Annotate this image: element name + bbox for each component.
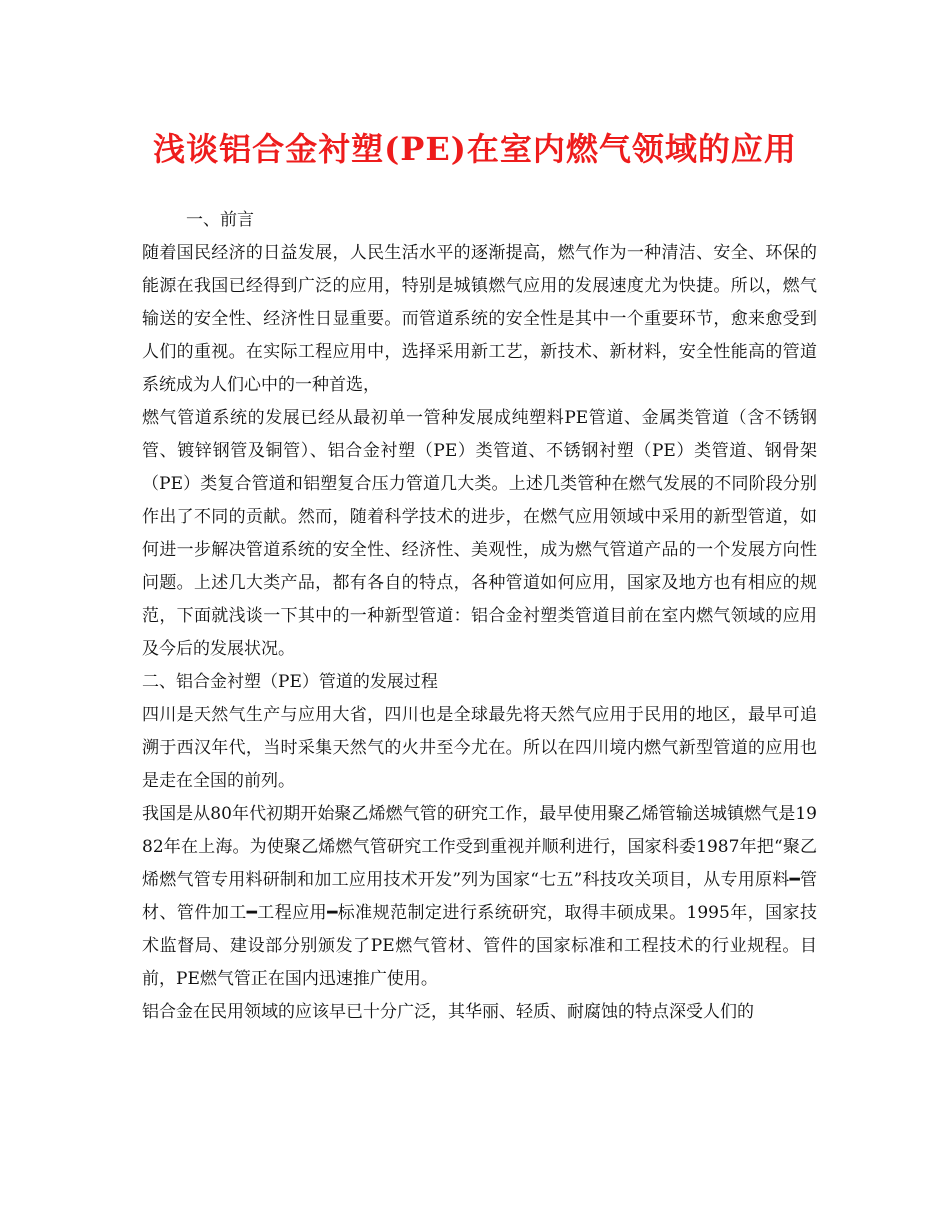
section-heading-development: 二、铝合金衬塑（PE）管道的发展过程	[142, 672, 438, 692]
paragraph: 我国是从80年代初期开始聚乙烯燃气管的研究工作，最早使用聚乙烯管输送城镇燃气是1982年在上海。为使聚乙烯燃气管研究工作受到重视并顺利进行，国家科委1987年把“聚乙烯燃气管专用料研制和加工应用技术开发”列为国家“七五”科技攻关项目，从专用原料━管材、管件加工━工程应用━标准规范制定进行系统研究，取得丰硕成果。1995年，国家技术监督局、建设部分别颁发了PE燃气管材、管件的国家标准和工程技术的行业规程。目前，PE燃气管正在国内迅速推广使用。	[142, 804, 817, 989]
paragraph: 四川是天然气生产与应用大省，四川也是全球最先将天然气应用于民用的地区，最早可追溯于西汉年代，当时采集天然气的火井至今尤在。所以在四川境内燃气新型管道的应用也是走在全国的前列。	[142, 705, 817, 791]
paragraph: 随着国民经济的日益发展，人民生活水平的逐渐提高，燃气作为一种清洁、安全、环保的能源在我国已经得到广泛的应用，特别是城镇燃气应用的发展速度尤为快捷。所以，燃气输送的安全性、经济性日显重要。而管道系统的安全性是其中一个重要环节，愈来愈受到人们的重视。在实际工程应用中，选择采用新工艺，新技术、新材料，安全性能高的管道系统成为人们心中的一种首选，	[142, 243, 817, 395]
document-title: 浅谈铝合金衬塑(PE)在室内燃气领域的应用	[153, 130, 797, 168]
paragraph: 铝合金在民用领域的应该早已十分广泛，其华丽、轻质、耐腐蚀的特点深受人们的	[142, 1002, 754, 1022]
paragraph: 燃气管道系统的发展已经从最初单一管种发展成纯塑料PE管道、金属类管道（含不锈钢管、镀锌钢管及铜管）、铝合金衬塑（PE）类管道、不锈钢衬塑（PE）类管道、钢骨架（PE）类复合管道和铝塑复合压力管道几大类。上述几类管种在燃气发展的不同阶段分别作出了不同的贡献。然而，随着科学技术的进步，在燃气应用领域中采用的新型管道，如何进一步解决管道系统的安全性、经济性、美观性，成为燃气管道产品的一个发展方向性问题。上述几大类产品，都有各自的特点，各种管道如何应用，国家及地方也有相应的规范，下面就浅谈一下其中的一种新型管道：铝合金衬塑类管道目前在室内燃气领域的应用及今后的发展状况。	[142, 408, 817, 659]
section-heading-preface: 一、前言	[186, 210, 254, 230]
document-body	[142, 204, 817, 1029]
